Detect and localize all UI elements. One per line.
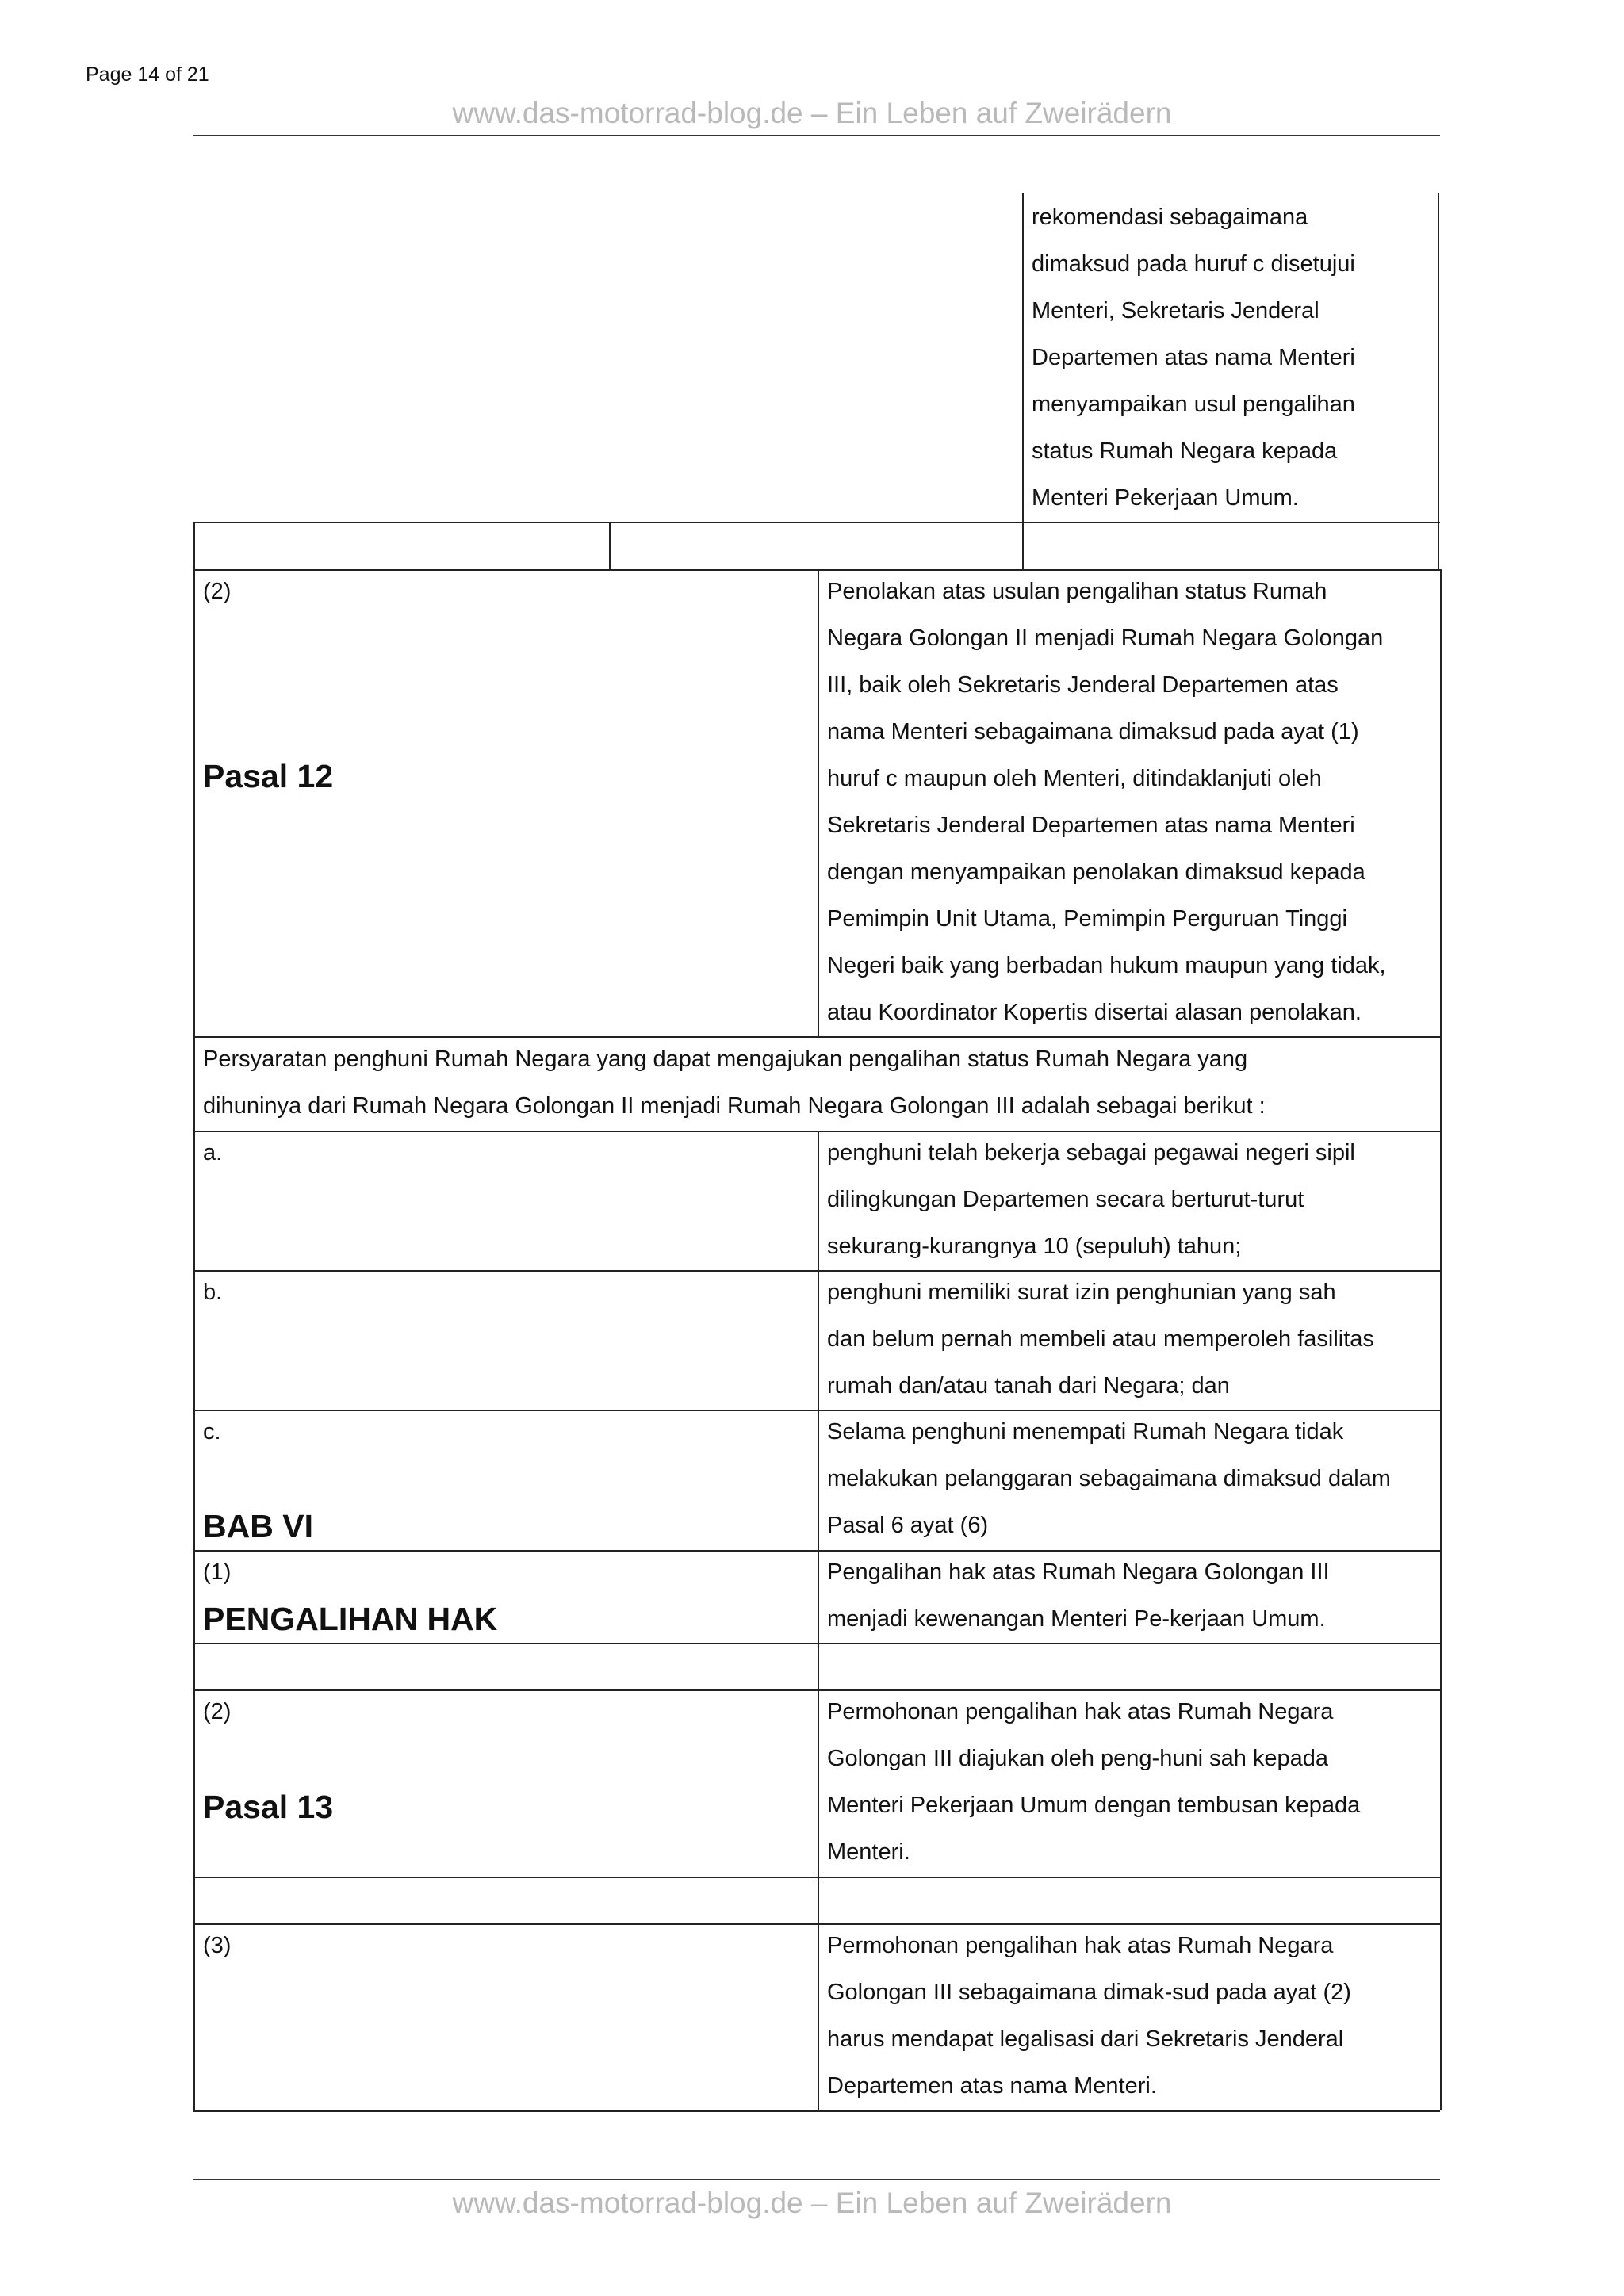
text-line: dan belum pernah membeli atau memperoleh fasilitas — [827, 1326, 1374, 1352]
text-line: penghuni telah bekerja sebagai pegawai negeri sipil — [827, 1140, 1355, 1165]
text-line: huruf c maupun oleh Menteri, ditindaklanjuti oleh — [827, 766, 1322, 791]
text-line: Departemen atas nama Menteri. — [827, 2073, 1157, 2099]
text-line: menjadi kewenangan Menteri Pe-kerjaan Umum. — [827, 1606, 1326, 1632]
text-line: Pengalihan hak atas Rumah Negara Golongan III — [827, 1559, 1330, 1585]
text-line: harus mendapat legalisasi dari Sekretaris Jenderal — [827, 2026, 1344, 2052]
table-rule — [609, 522, 611, 569]
row-text — [827, 1923, 1351, 2110]
text-line: penghuni memiliki surat izin penghunian yang sah — [827, 1280, 1336, 1305]
column-divider — [818, 1131, 819, 2110]
row-label: (2) — [203, 579, 232, 604]
continuation-right-border — [1438, 193, 1439, 569]
text-line: nama Menteri sebagaimana dimaksud pada ayat (1) — [827, 719, 1359, 744]
table-rule — [193, 1643, 1440, 1644]
table-rule — [193, 522, 1440, 523]
heading-pasal-12: Pasal 12 — [203, 758, 334, 794]
text-line: rumah dan/atau tanah dari Negara; dan — [827, 1373, 1230, 1399]
text-line: dilingkungan Departemen secara berturut-turut — [827, 1187, 1304, 1212]
text-line: Menteri Pekerjaan Umum. — [1032, 485, 1299, 511]
text-line: III, baik oleh Sekretaris Jenderal Departemen atas — [827, 672, 1339, 698]
persyaratan-text — [203, 1036, 1266, 1130]
continuation-left-border — [1022, 193, 1024, 522]
text-line: rekomendasi sebagaimana — [1032, 205, 1308, 230]
text-line: Departemen atas nama Menteri — [1032, 345, 1355, 370]
text-line: Golongan III diajukan oleh peng-huni sah kepada — [827, 1746, 1329, 1771]
text-line: Persyaratan penghuni Rumah Negara yang dapat mengajukan pengalihan status Rumah Negara yang — [203, 1047, 1248, 1072]
heading-bab-vi: BAB VI — [203, 1508, 313, 1544]
text-line: menyampaikan usul pengalihan — [1032, 392, 1355, 417]
text-line: melakukan pelanggaran sebagaimana dimaksud dalam — [827, 1466, 1391, 1491]
table-left-border — [193, 569, 195, 2110]
continuation-text — [1032, 194, 1355, 522]
row-label: (2) — [203, 1699, 232, 1724]
text-line: Menteri, Sekretaris Jenderal — [1032, 298, 1320, 323]
text-line: dengan menyampaikan penolakan dimaksud kepada — [827, 859, 1365, 885]
table-rule — [193, 522, 195, 569]
row-label: a. — [203, 1140, 223, 1165]
footer-rule — [193, 2179, 1440, 2180]
text-line: Sekretaris Jenderal Departemen atas nama Menteri — [827, 813, 1355, 838]
row-text — [827, 1549, 1330, 1643]
text-line: Pasal 6 ayat (6) — [827, 1513, 989, 1538]
text-line: Menteri Pekerjaan Umum dengan tembusan kepada — [827, 1793, 1361, 1818]
text-line: Selama penghuni menempati Rumah Negara tidak — [827, 1419, 1344, 1445]
text-line: status Rumah Negara kepada — [1032, 438, 1338, 464]
row-text — [827, 1409, 1391, 1549]
table-right-border — [1440, 569, 1442, 2110]
column-divider — [818, 569, 819, 1036]
header-site-title: www.das-motorrad-blog.de – Ein Leben auf Zweirädern — [452, 97, 1172, 129]
header-rule — [193, 135, 1440, 136]
text-line: dihuninya dari Rumah Negara Golongan II menjadi Rumah Negara Golongan III adalah sebagai berikut : — [203, 1093, 1266, 1119]
heading-pasal-13: Pasal 13 — [203, 1789, 334, 1825]
text-line: Golongan III sebagaimana dimak-sud pada ayat (2) — [827, 1980, 1351, 2005]
row-text — [827, 1269, 1374, 1410]
table-rule — [193, 2110, 1440, 2112]
text-line: Negara Golongan II menjadi Rumah Negara Golongan — [827, 626, 1384, 651]
row-label: b. — [203, 1280, 223, 1305]
row-label: c. — [203, 1419, 221, 1445]
text-line: Pemimpin Unit Utama, Pemimpin Perguruan Tinggi — [827, 906, 1347, 932]
text-line: Menteri. — [827, 1839, 910, 1865]
text-line: atau Koordinator Kopertis disertai alasan penolakan. — [827, 1000, 1362, 1025]
row-label: (3) — [203, 1933, 232, 1958]
page-number: Page 14 of 21 — [86, 63, 209, 86]
row-text — [827, 1130, 1355, 1270]
text-line: Permohonan pengalihan hak atas Rumah Negara — [827, 1699, 1334, 1724]
heading-pengalihan-hak: PENGALIHAN HAK — [203, 1601, 498, 1637]
footer-site-title: www.das-motorrad-blog.de – Ein Leben auf Zweirädern — [452, 2187, 1172, 2219]
table-rule — [1022, 522, 1024, 569]
table-rule — [193, 1877, 1440, 1878]
text-line: Penolakan atas usulan pengalihan status Rumah — [827, 579, 1327, 604]
text-line: Permohonan pengalihan hak atas Rumah Negara — [827, 1933, 1334, 1958]
row-label: (1) — [203, 1559, 232, 1585]
row-text — [827, 1689, 1360, 1876]
row-text — [827, 568, 1386, 1036]
text-line: Negeri baik yang berbadan hukum maupun yang tidak, — [827, 953, 1386, 978]
text-line: sekurang-kurangnya 10 (sepuluh) tahun; — [827, 1234, 1242, 1259]
text-line: dimaksud pada huruf c disetujui — [1032, 251, 1355, 277]
